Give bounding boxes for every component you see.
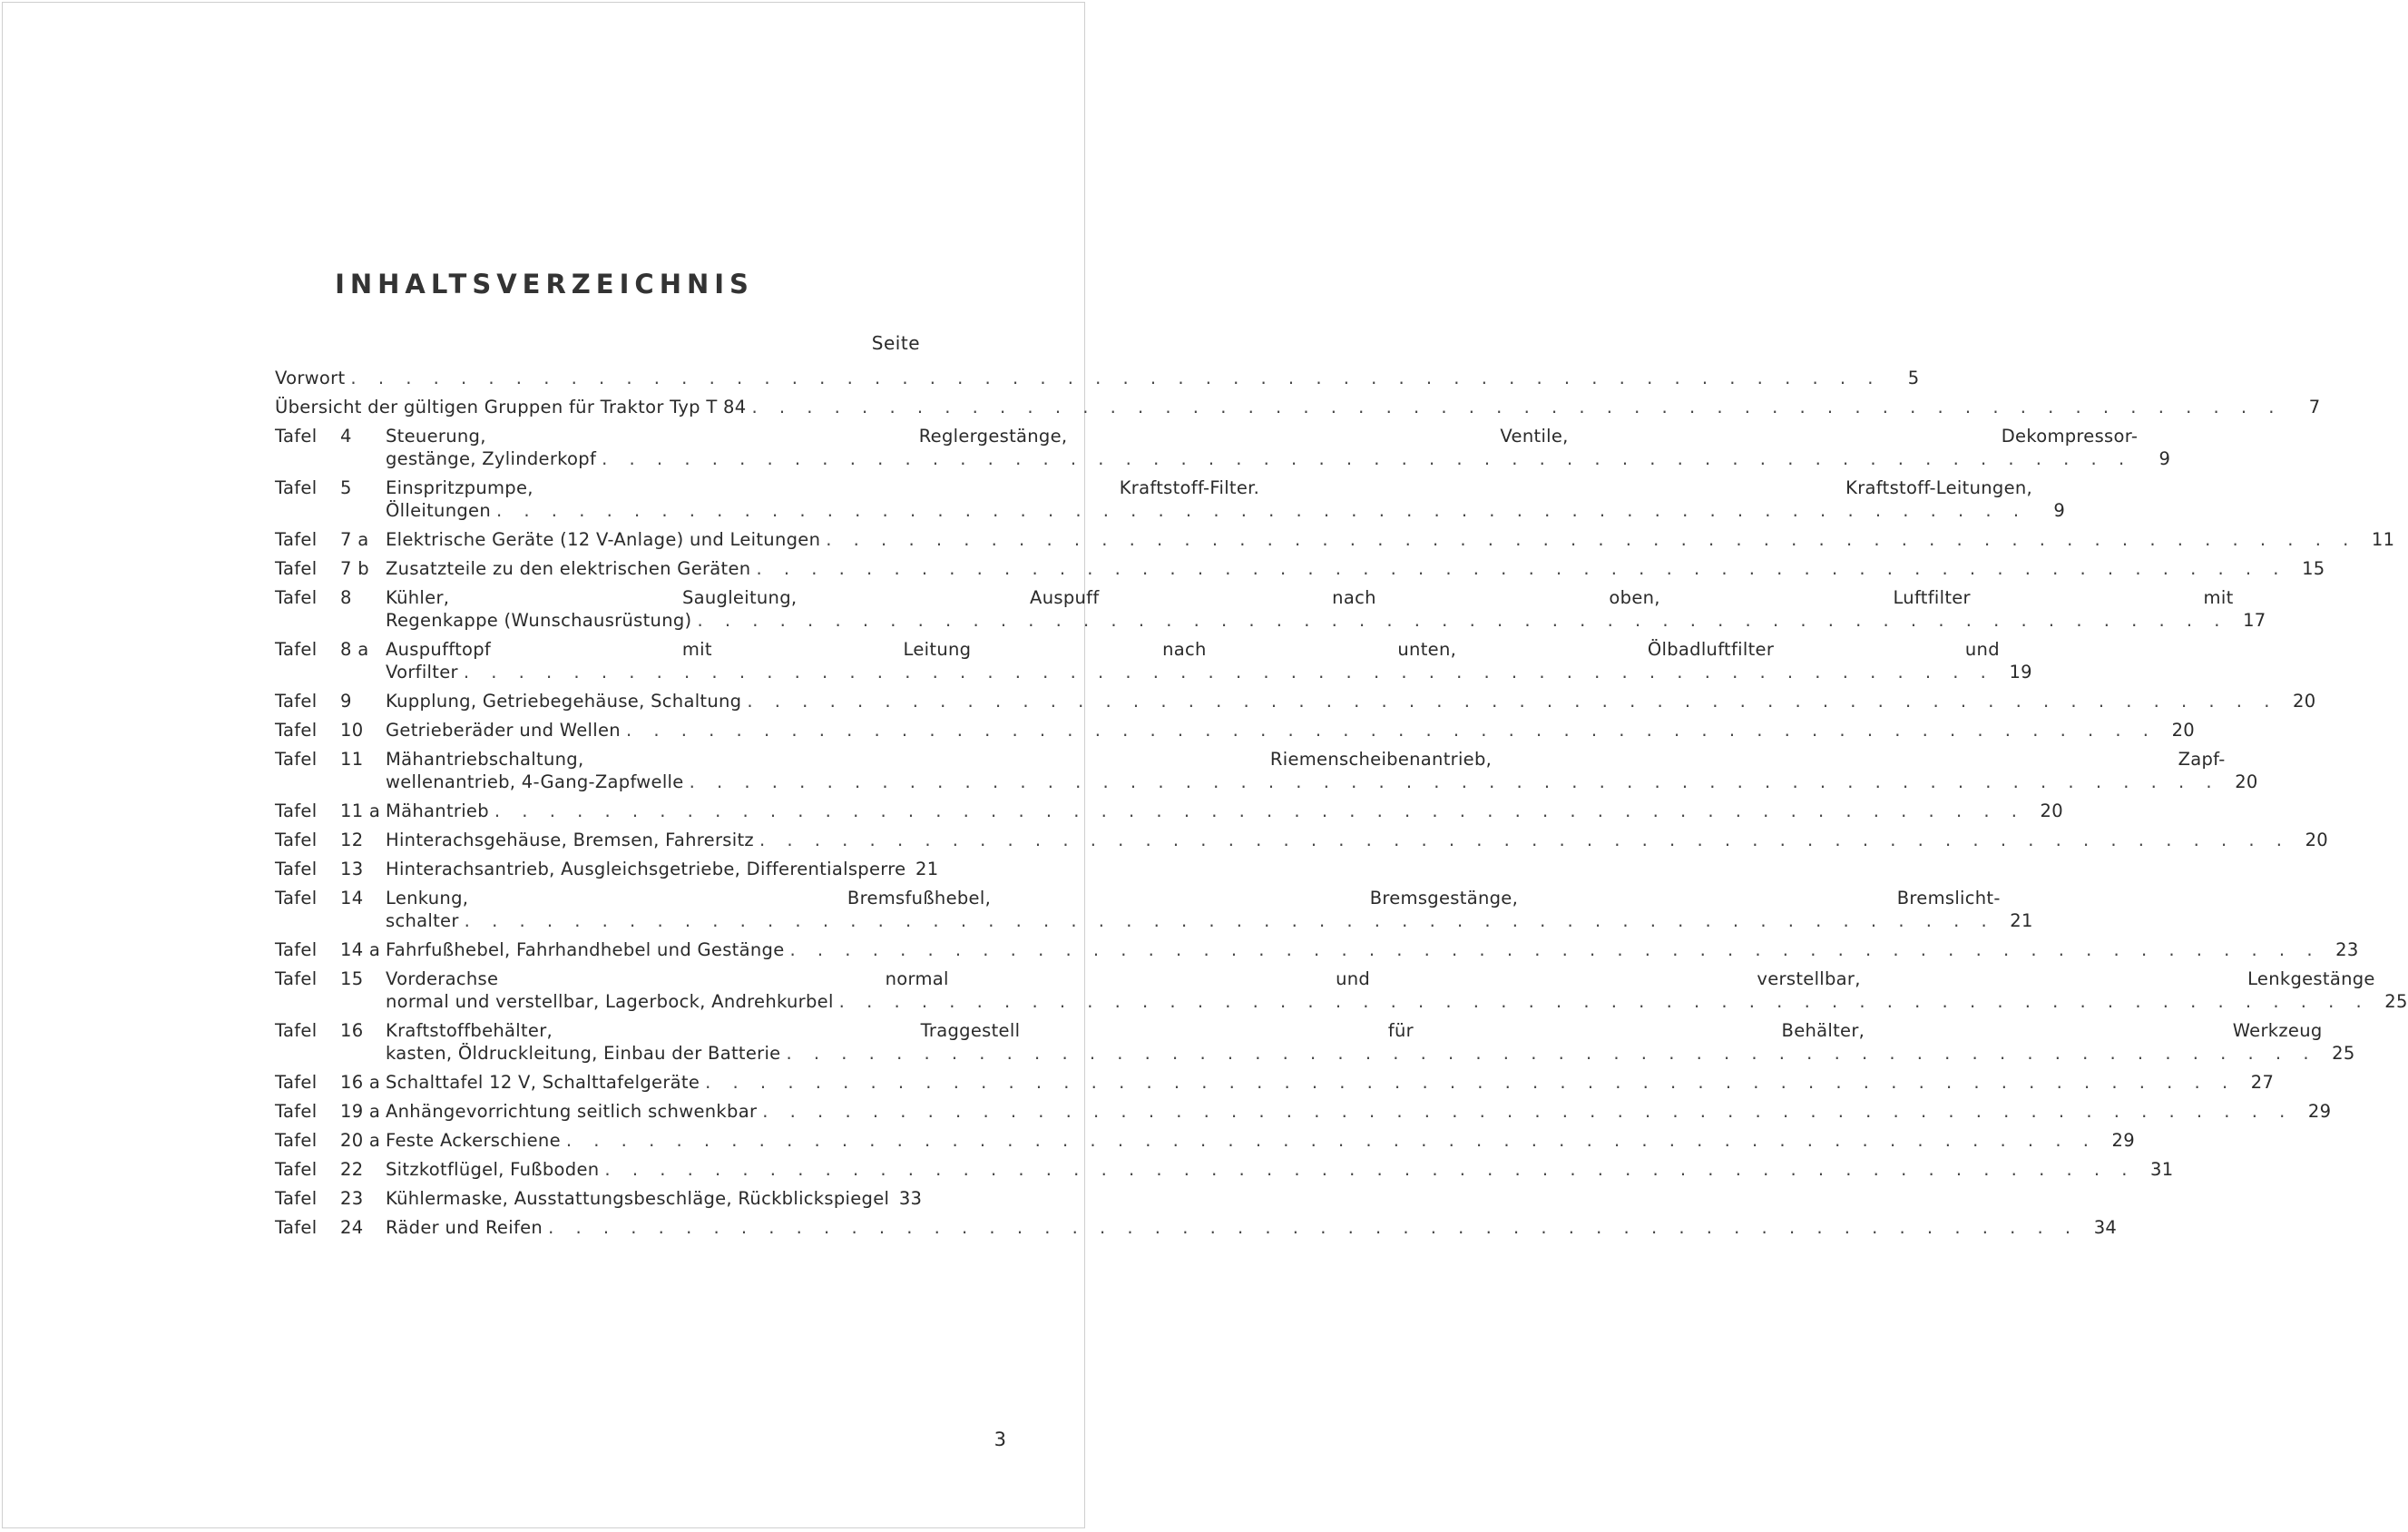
toc-line: [386, 748, 2226, 771]
toc-tafel-lead: [275, 557, 386, 580]
toc-tafel-number: 11: [340, 749, 364, 770]
toc-line: [386, 528, 2362, 551]
toc-line: [386, 661, 2000, 683]
toc-line: [386, 1187, 889, 1210]
toc-line: [386, 447, 2138, 470]
toc-entry-text: Getrieberäder und Wellen: [386, 720, 621, 741]
toc-tafel-word: Tafel: [275, 691, 318, 712]
dot-leader: [697, 609, 2227, 632]
toc-tafel-lead: [275, 829, 386, 851]
toc-entry-body: [386, 557, 2293, 580]
toc-tafel-number: 7 a: [340, 529, 369, 550]
toc-tafel-lead: [275, 938, 386, 961]
toc-entry: [275, 425, 2171, 470]
toc-tafel-word: Tafel: [275, 720, 318, 741]
dot-leader: [690, 771, 2220, 793]
toc-tafel-lead: [275, 1100, 386, 1123]
toc-entry-text: Zusatzteile zu den elektrischen Geräten: [386, 558, 751, 579]
toc-line: [386, 858, 905, 880]
toc-entry-body: [386, 476, 2032, 522]
dot-leader: [790, 938, 2321, 961]
toc-page-ref: 27: [2250, 1072, 2275, 1093]
toc-tafel-word: Tafel: [275, 1130, 318, 1151]
toc-entry: [275, 1129, 2135, 1152]
toc-line: [386, 1158, 2140, 1181]
toc-page-ref: 25: [2384, 991, 2408, 1012]
toc-entry: [275, 690, 2316, 712]
toc-tafel-number: 16: [340, 1020, 364, 1041]
toc-line: [386, 609, 2234, 632]
toc-entry-body: [386, 938, 2326, 961]
toc-entry-body: [386, 1100, 2298, 1123]
toc-entry-text: Elektrische Geräte (12 V-Anlage) und Leitungen: [386, 529, 821, 550]
toc-line: [275, 396, 2288, 418]
toc-entry-text: Sitzkotflügel, Fußboden: [386, 1159, 600, 1180]
toc-tafel-number: 13: [340, 859, 364, 879]
toc-entry-text: Mähantriebschaltung, Riemenscheibenantrieb, Zapf-: [386, 749, 2226, 770]
toc-page-ref: 21: [915, 859, 939, 879]
toc-line: [386, 1129, 2102, 1152]
toc-entry-body: [386, 528, 2362, 551]
toc-line: [386, 719, 2162, 741]
toc-line: [386, 771, 2226, 793]
toc-tafel-lead: [275, 858, 386, 880]
toc-entry-text: Schalttafel 12 V, Schalttafelgeräte: [386, 1072, 700, 1093]
page-title: INHALTSVERZEICHNIS: [335, 269, 754, 300]
toc-tafel-lead: [275, 1158, 386, 1181]
dot-leader: [786, 1042, 2316, 1065]
toc-tafel-word: Tafel: [275, 830, 318, 850]
toc-entry-text: Ölleitungen: [386, 500, 491, 521]
dot-leader: [496, 499, 2027, 522]
toc-line: [386, 638, 2000, 661]
toc-tafel-number: 10: [340, 720, 364, 741]
dot-leader: [762, 1100, 2293, 1123]
toc-entry-text: Vorfilter: [386, 662, 458, 683]
toc-tafel-number: 16 a: [340, 1072, 381, 1093]
toc-entry-text: Einspritzpumpe, Kraftstoff-Filter. Kraftstoff-Leitungen,: [386, 477, 2033, 498]
toc-tafel-word: Tafel: [275, 968, 318, 989]
toc-tafel-word: Tafel: [275, 1020, 318, 1041]
toc-entry-text: Hinterachsantrieb, Ausgleichsgetriebe, Differentialsperre: [386, 859, 906, 879]
toc-page-ref: 20: [2293, 691, 2316, 712]
toc-tafel-word: Tafel: [275, 477, 318, 498]
toc-tafel-lead: [275, 748, 386, 771]
toc-entry-text: kasten, Öldruckleitung, Einbau der Batterie: [386, 1043, 781, 1064]
toc-tafel-lead: [275, 638, 386, 661]
dot-leader: [751, 396, 2282, 418]
toc-page-ref: 15: [2302, 558, 2325, 579]
toc-entry-body: [386, 748, 2226, 793]
toc-entry: [275, 829, 2328, 851]
toc-tafel-lead: [275, 476, 386, 499]
toc-line: [386, 586, 2234, 609]
toc-tafel-word: Tafel: [275, 558, 318, 579]
toc-tafel-lead: [275, 425, 386, 447]
toc-tafel-word: Tafel: [275, 749, 318, 770]
dot-leader: [756, 557, 2286, 580]
toc-tafel-lead: [275, 1071, 386, 1094]
toc-entry-label: Vorwort: [275, 368, 346, 388]
toc-line: [386, 690, 2283, 712]
toc-tafel-number: 23: [340, 1188, 364, 1209]
dot-leader: [465, 909, 1995, 932]
toc-tafel-word: Tafel: [275, 939, 318, 960]
toc-entry: [275, 396, 2321, 418]
toc-tafel-lead: [275, 528, 386, 551]
toc-entry-text: normal und verstellbar, Lagerbock, Andrehkurbel: [386, 991, 834, 1012]
toc-tafel-number: 8: [340, 587, 352, 608]
toc-line: [275, 367, 1886, 389]
toc-entry-body: [386, 1019, 2323, 1065]
toc-page-ref: 5: [1907, 368, 1920, 388]
toc-entry-body: [386, 1216, 2084, 1239]
toc-entry-text: Steuerung, Reglergestänge, Ventile, Dekompressor-: [386, 426, 2139, 447]
toc-entry: [275, 1071, 2275, 1094]
toc-page-ref: 9: [2158, 448, 2171, 469]
toc-page-ref: 34: [2093, 1217, 2118, 1238]
toc-entry: [275, 586, 2266, 632]
toc-tafel-number: 24: [340, 1217, 364, 1238]
toc-entry: [275, 367, 1920, 389]
toc-tafel-lead: [275, 800, 386, 822]
toc-page-ref: 19: [2009, 662, 2032, 683]
toc-tafel-lead: [275, 1129, 386, 1152]
toc-line: [386, 499, 2032, 522]
toc-tafel-number: 7 b: [340, 558, 369, 579]
toc-tafel-lead: [275, 1216, 386, 1239]
toc-tafel-number: 5: [340, 477, 352, 498]
toc-line: [386, 800, 2031, 822]
toc-entry-body: [386, 425, 2138, 470]
toc-page-ref: 31: [2150, 1159, 2174, 1180]
toc-page-ref: 29: [2307, 1101, 2332, 1122]
toc-page-ref: 11: [2371, 529, 2395, 550]
toc-entry-body: [275, 396, 2288, 418]
toc-entry-text: Kupplung, Getriebegehäuse, Schaltung: [386, 691, 742, 712]
toc-tafel-word: Tafel: [275, 800, 318, 821]
toc-line: [386, 887, 2001, 909]
toc-entry-text: Fahrfußhebel, Fahrhandhebel und Gestänge: [386, 939, 785, 960]
toc-tafel-word: Tafel: [275, 587, 318, 608]
toc-entry-body: [386, 638, 2000, 683]
toc-line: [386, 990, 2375, 1013]
toc-line: [386, 1042, 2323, 1065]
toc-entry-body: [386, 1187, 889, 1210]
toc-entry: [275, 887, 2033, 932]
toc-entry-body: [386, 829, 2295, 851]
dot-leader: [604, 1158, 2135, 1181]
dot-leader: [566, 1129, 2097, 1152]
toc-entry-text: Kühler, Saugleitung, Auspuff nach oben, Luftfilter mit: [386, 587, 2234, 608]
toc-tafel-number: 22: [340, 1159, 364, 1180]
toc-page-ref: 23: [2335, 939, 2359, 960]
toc-tafel-number: 14: [340, 888, 364, 908]
toc-entry-text: Feste Ackerschiene: [386, 1130, 561, 1151]
toc-entry-body: [386, 719, 2162, 741]
toc-entry-text: Anhängevorrichtung seitlich schwenkbar: [386, 1101, 758, 1122]
toc-page-ref: 20: [2235, 771, 2258, 792]
toc-entry: [275, 557, 2325, 580]
toc-tafel-word: Tafel: [275, 1217, 318, 1238]
toc-entry-label: Übersicht der gültigen Gruppen für Traktor Typ T 84: [275, 397, 747, 417]
toc-entry: [275, 858, 939, 880]
dot-leader: [350, 367, 1881, 389]
toc-entry-body: [386, 887, 2001, 932]
dot-leader: [839, 990, 2370, 1013]
toc-tafel-number: 19 a: [340, 1101, 381, 1122]
toc-entry-body: [386, 690, 2283, 712]
toc-entry: [275, 719, 2195, 741]
dot-leader: [626, 719, 2157, 741]
table-of-contents: [275, 367, 2408, 1245]
toc-tafel-number: 12: [340, 830, 364, 850]
toc-line: [386, 909, 2001, 932]
toc-entry-text: Vorderachse normal und verstellbar, Lenkgestänge: [386, 968, 2375, 989]
toc-tafel-lead: [275, 1019, 386, 1042]
toc-tafel-number: 4: [340, 426, 352, 447]
toc-tafel-number: 8 a: [340, 639, 369, 660]
toc-tafel-number: 20 a: [340, 1130, 381, 1151]
toc-entry-text: wellenantrieb, 4-Gang-Zapfwelle: [386, 771, 684, 792]
toc-page-ref: 17: [2243, 610, 2266, 631]
toc-page-ref: 29: [2111, 1130, 2135, 1151]
toc-entry-text: Regenkappe (Wunschausrüstung): [386, 610, 692, 631]
toc-tafel-word: Tafel: [275, 888, 318, 908]
toc-line: [386, 425, 2138, 447]
toc-entry-text: Auspufftopf mit Leitung nach unten, Ölbadluftfilter und: [386, 639, 2000, 660]
dot-leader: [494, 800, 2025, 822]
dot-leader: [705, 1071, 2236, 1094]
toc-entry: [275, 748, 2258, 793]
dot-leader: [602, 447, 2132, 470]
toc-line: [386, 476, 2032, 499]
toc-entry-text: gestänge, Zylinderkopf: [386, 448, 597, 469]
toc-line: [386, 1216, 2084, 1239]
dot-leader: [548, 1216, 2079, 1239]
dot-leader: [747, 690, 2277, 712]
toc-tafel-lead: [275, 967, 386, 990]
toc-entry-text: Lenkung, Bremsfußhebel, Bremsgestänge, Bremslicht-: [386, 888, 2001, 908]
toc-entry: [275, 1187, 921, 1210]
toc-page-ref: 20: [2171, 720, 2195, 741]
toc-tafel-number: 11 a: [340, 800, 381, 821]
toc-line: [386, 829, 2295, 851]
toc-entry-body: [275, 367, 1886, 389]
toc-tafel-lead: [275, 586, 386, 609]
toc-line: [386, 1100, 2298, 1123]
toc-tafel-lead: [275, 887, 386, 909]
toc-page-ref: 20: [2305, 830, 2328, 850]
toc-entry: [275, 1019, 2355, 1065]
toc-entry-text: schalter: [386, 910, 459, 931]
toc-entry: [275, 476, 2066, 522]
toc-entry-text: Mähantrieb: [386, 800, 489, 821]
toc-tafel-word: Tafel: [275, 639, 318, 660]
toc-tafel-lead: [275, 719, 386, 741]
toc-entry-body: [386, 586, 2234, 632]
toc-line: [386, 938, 2326, 961]
toc-tafel-word: Tafel: [275, 1101, 318, 1122]
dot-leader: [759, 829, 2290, 851]
toc-entry: [275, 528, 2395, 551]
toc-entry-text: Räder und Reifen: [386, 1217, 543, 1238]
toc-entry: [275, 800, 2063, 822]
toc-tafel-number: 15: [340, 968, 364, 989]
toc-tafel-word: Tafel: [275, 1159, 318, 1180]
toc-line: [386, 1071, 2241, 1094]
toc-entry-text: Kraftstoffbehälter, Traggestell für Behälter, Werkzeug: [386, 1020, 2323, 1041]
toc-line: [386, 967, 2375, 990]
page-number: 3: [994, 1429, 1006, 1450]
toc-entry-text: Hinterachsgehäuse, Bremsen, Fahrersitz: [386, 830, 754, 850]
dot-leader: [464, 661, 1994, 683]
toc-entry-body: [386, 967, 2375, 1013]
toc-tafel-word: Tafel: [275, 1188, 318, 1209]
toc-entry: [275, 1216, 2118, 1239]
toc-tafel-lead: [275, 1187, 386, 1210]
toc-page-ref: 25: [2332, 1043, 2355, 1064]
toc-tafel-lead: [275, 690, 386, 712]
dot-leader: [826, 528, 2356, 551]
toc-page-ref: 33: [898, 1188, 923, 1209]
toc-line: [386, 557, 2293, 580]
toc-entry-body: [386, 858, 905, 880]
toc-tafel-word: Tafel: [275, 1072, 318, 1093]
toc-page-ref: 9: [2053, 500, 2066, 521]
toc-tafel-number: 14 a: [340, 939, 381, 960]
toc-tafel-word: Tafel: [275, 529, 318, 550]
toc-tafel-word: Tafel: [275, 859, 318, 879]
page-column-label: Seite: [871, 332, 920, 354]
toc-entry: [275, 1100, 2332, 1123]
toc-page-ref: 7: [2308, 397, 2321, 417]
toc-entry-text: Kühlermaske, Ausstattungsbeschläge, Rückblickspiegel: [386, 1188, 890, 1209]
toc-entry: [275, 1158, 2174, 1181]
toc-tafel-number: 9: [340, 691, 352, 712]
toc-entry-body: [386, 1071, 2241, 1094]
toc-entry: [275, 638, 2032, 683]
toc-page-ref: 20: [2040, 800, 2063, 821]
toc-entry: [275, 938, 2359, 961]
toc-entry: [275, 967, 2408, 1013]
toc-line: [386, 1019, 2323, 1042]
toc-page-ref: 21: [2010, 910, 2033, 931]
toc-entry-body: [386, 1158, 2140, 1181]
toc-entry-body: [386, 1129, 2102, 1152]
toc-tafel-word: Tafel: [275, 426, 318, 447]
toc-entry-body: [386, 800, 2031, 822]
